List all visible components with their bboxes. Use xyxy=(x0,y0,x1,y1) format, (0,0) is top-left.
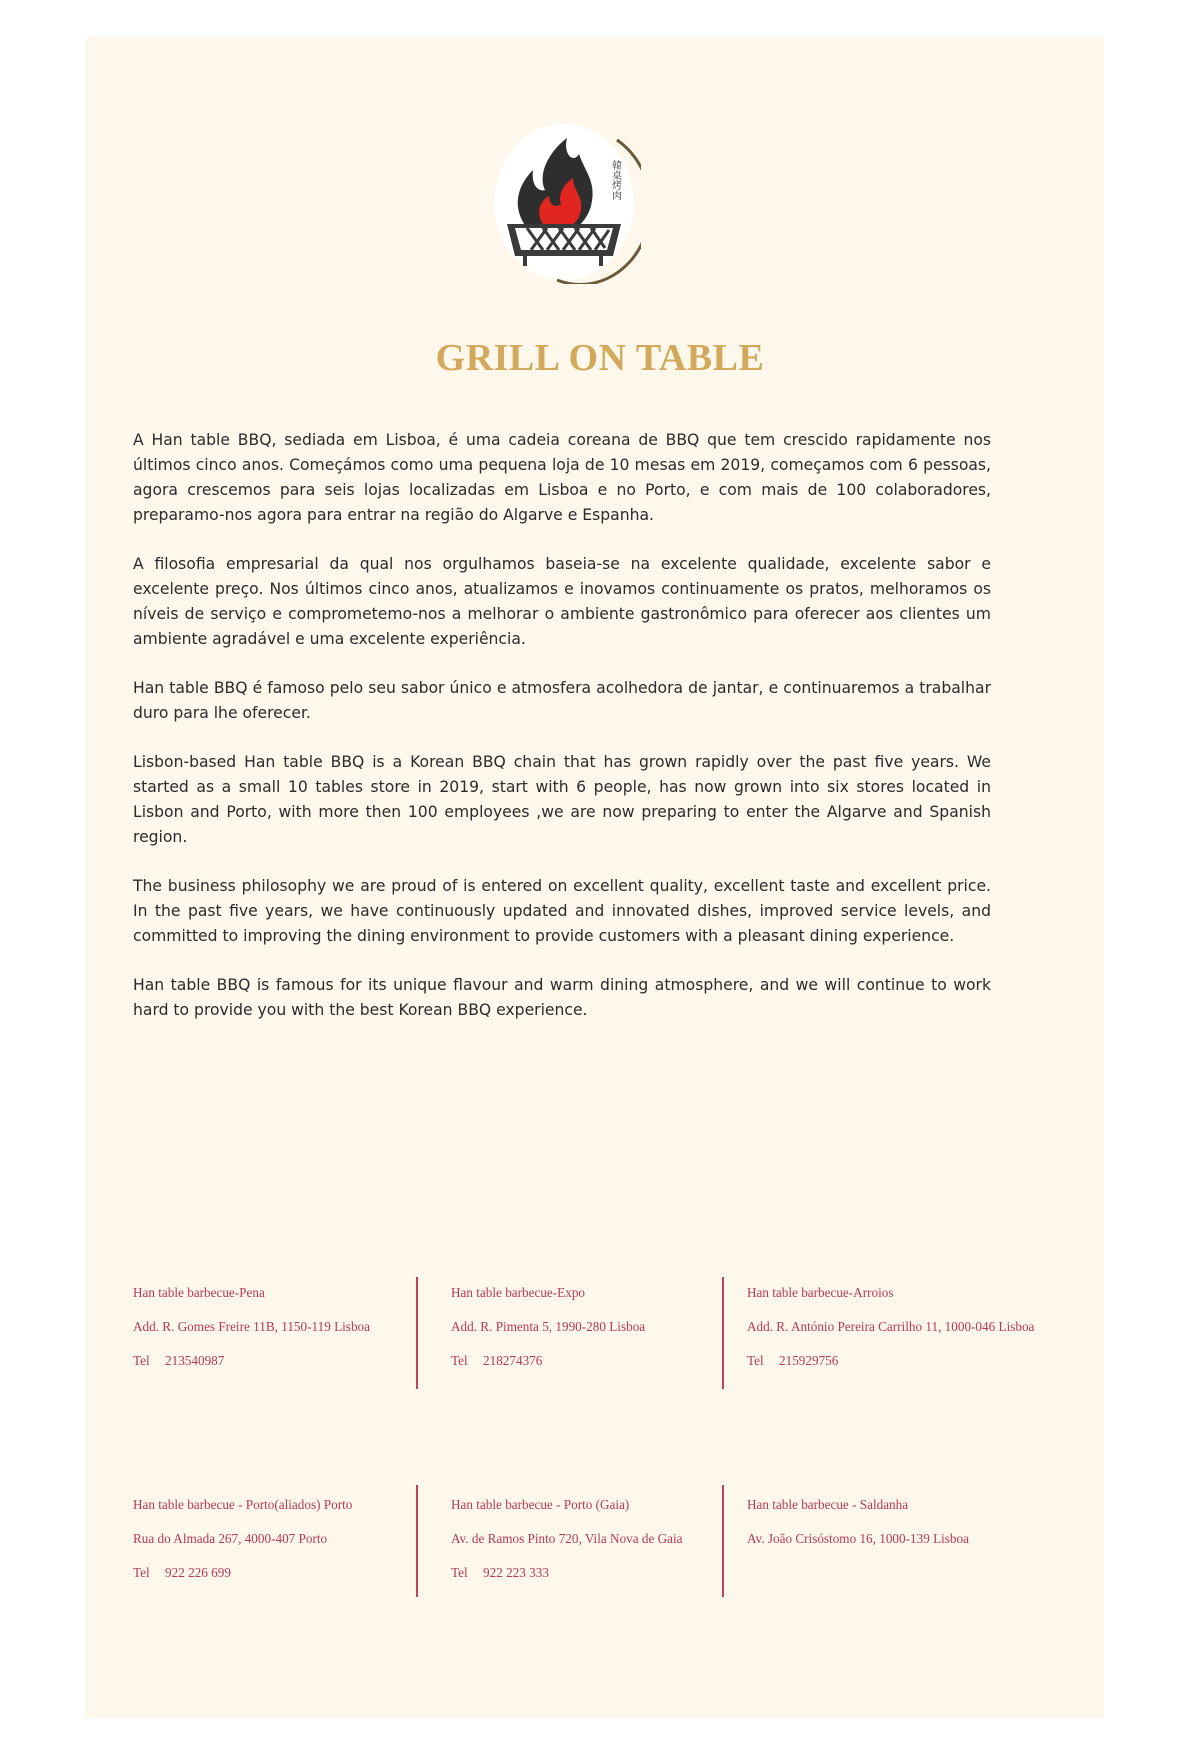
store-name: Han table barbecue-Arroios xyxy=(747,1285,894,1300)
store-address: Add. R. António Pereira Carrilho 11, 1000-046 Lisboa xyxy=(747,1319,1035,1334)
store-tel: 215929756 xyxy=(779,1353,839,1368)
svg-text:韓桌烤肉: 韓桌烤肉 xyxy=(609,160,621,200)
paragraph-pt-3: Han table BBQ é famoso pelo seu sabor único e atmosfera acolhedora de jantar, e continuaremos a trabalhar duro para lhe oferecer. xyxy=(133,679,991,722)
store-tel-label: Tel xyxy=(747,1353,764,1368)
paragraph-en-2: The business philosophy we are proud of is entered on excellent quality, excellent taste and excellent price. In the past five years, we have continuously updated and innovated dishes, improved service levels, and committed to improving the dining environment to provide customers with a pleasant dining experience. xyxy=(133,877,991,945)
store-name: Han table barbecue-Pena xyxy=(133,1285,265,1300)
store-tel-label: Tel xyxy=(451,1565,468,1580)
store-name: Han table barbecue - Porto (Gaia) xyxy=(451,1497,630,1512)
store-name: Han table barbecue - Saldanha xyxy=(747,1497,909,1512)
paragraph-en-1: Lisbon-based Han table BBQ is a Korean BBQ chain that has grown rapidly over the past five years. We started as a small 10 tables store in 2019, start with 6 people, has now grown into six stores located in Lisbon and Porto, with more then 100 employees ,we are now preparing to enter the Algarve and Spanish region. xyxy=(133,753,991,846)
flame-grill-logo-icon xyxy=(487,120,641,284)
store-tel-label: Tel xyxy=(451,1353,468,1368)
store-address: Add. R. Gomes Freire 11B, 1150-119 Lisboa xyxy=(133,1319,370,1334)
paragraph-pt-2: A filosofia empresarial da qual nos orgulhamos baseia-se na excelente qualidade, excelente sabor e excelente preço. Nos últimos cinco anos, atualizamos e inovamos continuamente os pratos, melhoramos os níveis de serviço e comprometemo-nos a melhorar o ambiente gastronômico para oferecer aos clientes um ambiente agradável e uma excelente experiência. xyxy=(133,555,991,648)
store-tel: 922 223 333 xyxy=(483,1565,549,1580)
store-address: Av. de Ramos Pinto 720, Vila Nova de Gaia xyxy=(451,1531,683,1546)
store-tel-label: Tel xyxy=(133,1353,150,1368)
store-address: Av. João Crisóstomo 16, 1000-139 Lisboa xyxy=(747,1531,969,1546)
paragraph-pt-1: A Han table BBQ, sediada em Lisboa, é uma cadeia coreana de BBQ que tem crescido rapidamente nos últimos cinco anos. Começámos como uma pequena loja de 10 mesas em 2019, começamos com 6 pessoas, agora crescemos para seis lojas localizadas em Lisboa e no Porto, e com mais de 100 colaboradores, preparamo-nos agora para entrar na região do Algarve e Espanha. xyxy=(133,431,991,524)
store-tel: 213540987 xyxy=(165,1353,225,1368)
store-address: Add. R. Pimenta 5, 1990-280 Lisboa xyxy=(451,1319,646,1334)
brand-logo xyxy=(487,120,641,284)
store-address: Rua do Almada 267, 4000-407 Porto xyxy=(133,1531,328,1546)
store-tel: 218274376 xyxy=(483,1353,543,1368)
paragraph-en-3: Han table BBQ is famous for its unique flavour and warm dining atmosphere, and we will continue to work hard to provide you with the best Korean BBQ experience. xyxy=(133,976,991,1019)
store-tel: 922 226 699 xyxy=(165,1565,231,1580)
about-text xyxy=(133,428,991,1047)
store-tel-label: Tel xyxy=(133,1565,150,1580)
store-name: Han table barbecue - Porto(aliados) Porto xyxy=(133,1497,353,1512)
store-name: Han table barbecue-Expo xyxy=(451,1285,586,1300)
page-title: GRILL ON TABLE xyxy=(435,337,765,379)
